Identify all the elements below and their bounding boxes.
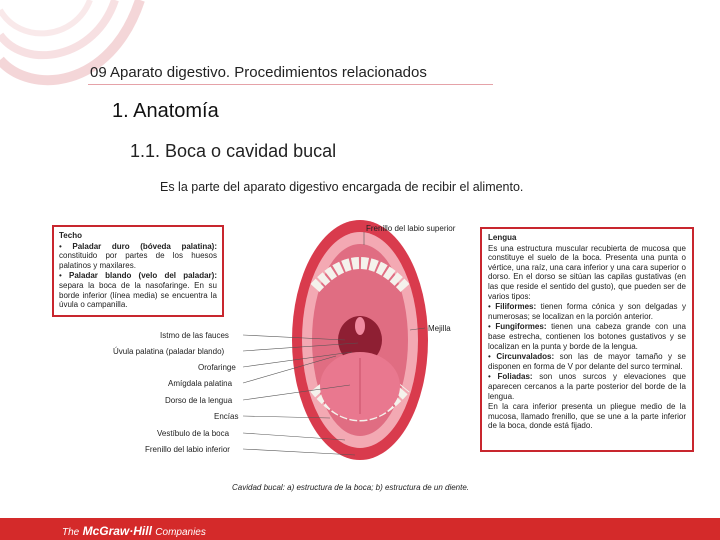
figure-caption: Cavidad bucal: a) estructura de la boca; b) estructura de un diente. [232,483,470,492]
subsection-title: 1.1. Boca o cavidad bucal [130,141,337,161]
logo-name: McGraw·Hill [82,524,152,538]
foliadas-term: Foliadas: [497,372,533,382]
section-title: 1. Anatomía [112,100,219,122]
fungiformes-term: Fungiformes: [495,322,547,332]
circunvalados-term: Circunvalados: [496,352,555,362]
fungiformes-text: tienen una cabeza grande con una base estrecha, contienen los botones gustativos y se localizan en la punta y borde de la lengua. [488,322,686,351]
filiformes-item: • Filiformes: tienen forma cónica y son delgadas y numerosas; se localizan en la porción anterior. [488,302,686,321]
tongue-box-title: Lengua [488,233,517,242]
foliadas-text: son unos surcos y elevaciones que aparecen cercanos a la parte posterior del borde de la lengua. [488,372,686,401]
label-amigdala: Amígdala palatina [168,379,233,388]
paladar-blando-item: • Paladar blando (velo del paladar): separa la boca de la nasofaringe. En su borde inferior (línea media) se encuentra la úvula o campanilla. [59,271,217,310]
paladar-duro-text: constituido por partes de los huesos palatinos y maxilares. [59,251,217,270]
tongue-outro: En la cara inferior presenta un pliegue medio de la mucosa, llamado frenillo, que se une a la parte inferior de la boca, donde está fijado. [488,402,686,431]
label-mejilla: Mejilla [428,324,451,333]
label-frenillo-superior: Frenillo del labio superior [366,224,456,233]
label-dorso-lengua: Dorso de la lengua [165,396,233,405]
label-vestibulo: Vestíbulo de la boca [157,429,230,438]
paladar-duro-item: • Paladar duro (bóveda palatina): constituido por partes de los huesos palatinos y maxilares. [59,241,217,270]
circunvalados-text: son las de mayor tamaño y se disponen en forma de V por delante del surco terminal. [488,352,686,371]
label-istmo-fauces: Istmo de las fauces [160,331,229,340]
publisher-logo [62,524,206,538]
logo-prefix: The [62,527,80,538]
label-orofaringe: Orofaringe [198,363,236,372]
palate-box-title: Techo [59,231,82,240]
filiformes-text: tienen forma cónica y son delgadas y numerosas; se localizan en la porción anterior. [488,302,686,321]
tongue-intro: Es una estructura muscular recubierta de mucosa que constituye el suelo de la boca. Presenta una punta o vértice, una raíz, una cara inferior y una cara superior o dorso. En el dorso se sitúan las capilas gustativas (en las que reside el sentido del gusto), que pueden ser de varios tipos: [488,243,686,301]
intro-text: Es la parte del aparato digestivo encargada de recibir el alimento. [160,180,524,194]
circunvalados-item: • Circunvalados: son las de mayor tamaño y se disponen en forma de V por delante del surco terminal. [488,352,686,371]
label-encias: Encías [214,412,239,421]
foliadas-item: • Foliadas: son unos surcos y elevaciones que aparecen cercanos a la parte posterior del borde de la lengua. [488,372,686,401]
paladar-blando-term: Paladar blando (velo del paladar): [69,271,217,281]
label-frenillo-inferior: Frenillo del labio inferior [145,445,230,454]
chapter-title: 09 Aparato digestivo. Procedimientos relacionados [90,64,427,81]
filiformes-term: Filiformes: [495,302,537,312]
label-uvula: Úvula palatina (paladar blando) [113,347,225,356]
paladar-blando-text: separa la boca de la nasofaringe. En su borde inferior (línea media) se encuentra la úvula o campanilla. [59,280,217,310]
logo-suffix: Companies [155,527,206,538]
fungiformes-item: • Fungiformes: tienen una cabeza grande con una base estrecha, contienen los botones gustativos y se localizan en la punta y borde de la lengua. [488,322,686,351]
paladar-duro-term: Paladar duro (bóveda palatina): [72,241,217,251]
